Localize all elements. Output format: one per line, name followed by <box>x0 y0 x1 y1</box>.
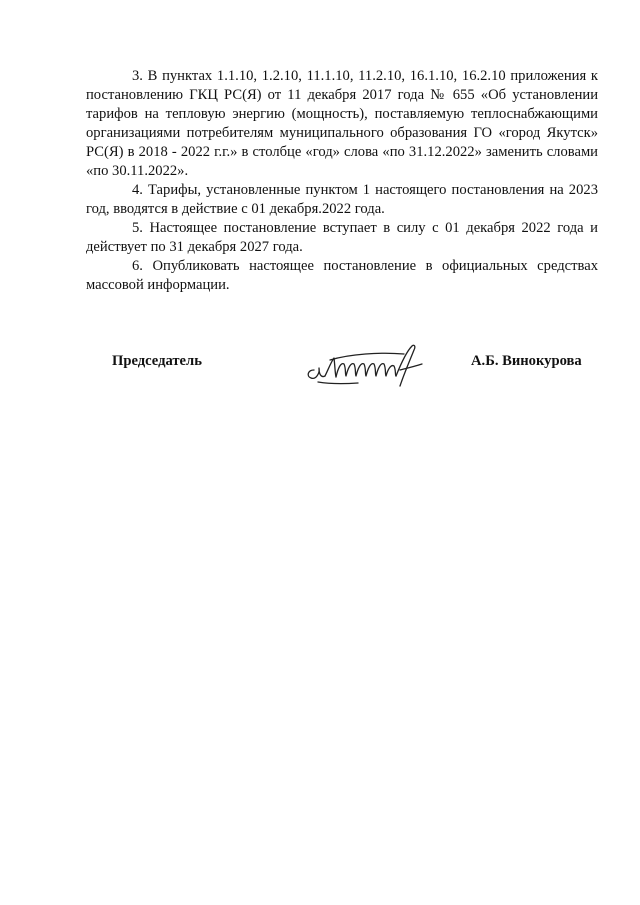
paragraph-4: 4. Тарифы, установленные пунктом 1 настоящего постановления на 2023 год, вводятся в действие с 01 декабря.2022 года. <box>86 182 598 217</box>
document-body <box>86 67 598 295</box>
signature-block <box>0 340 640 400</box>
paragraph-6: 6. Опубликовать настоящее постановление в официальных средствах массовой информации. <box>86 258 598 293</box>
signatory-name: А.Б. Винокурова <box>471 353 582 369</box>
signatory-role: Председатель <box>112 353 202 369</box>
paragraph-5: 5. Настоящее постановление вступает в силу с 01 декабря 2022 года и действует по 31 декабря 2027 года. <box>86 220 598 255</box>
handwritten-signature-icon <box>300 340 432 392</box>
paragraph-3: 3. В пунктах 1.1.10, 1.2.10, 11.1.10, 11.2.10, 16.1.10, 16.2.10 приложения к постановлению ГКЦ РС(Я) от 11 декабря 2017 года № 655 «Об установлении тарифов на тепловую энергию (мощность), поставляемую теплоснабжающими организациями потребителям муниципального образования ГО «город Якутск» РС(Я) в 2018 - 2022 г.г.» в столбце «год» слова «по 31.12.2022» заменить словами «по 30.11.2022». <box>86 68 598 179</box>
